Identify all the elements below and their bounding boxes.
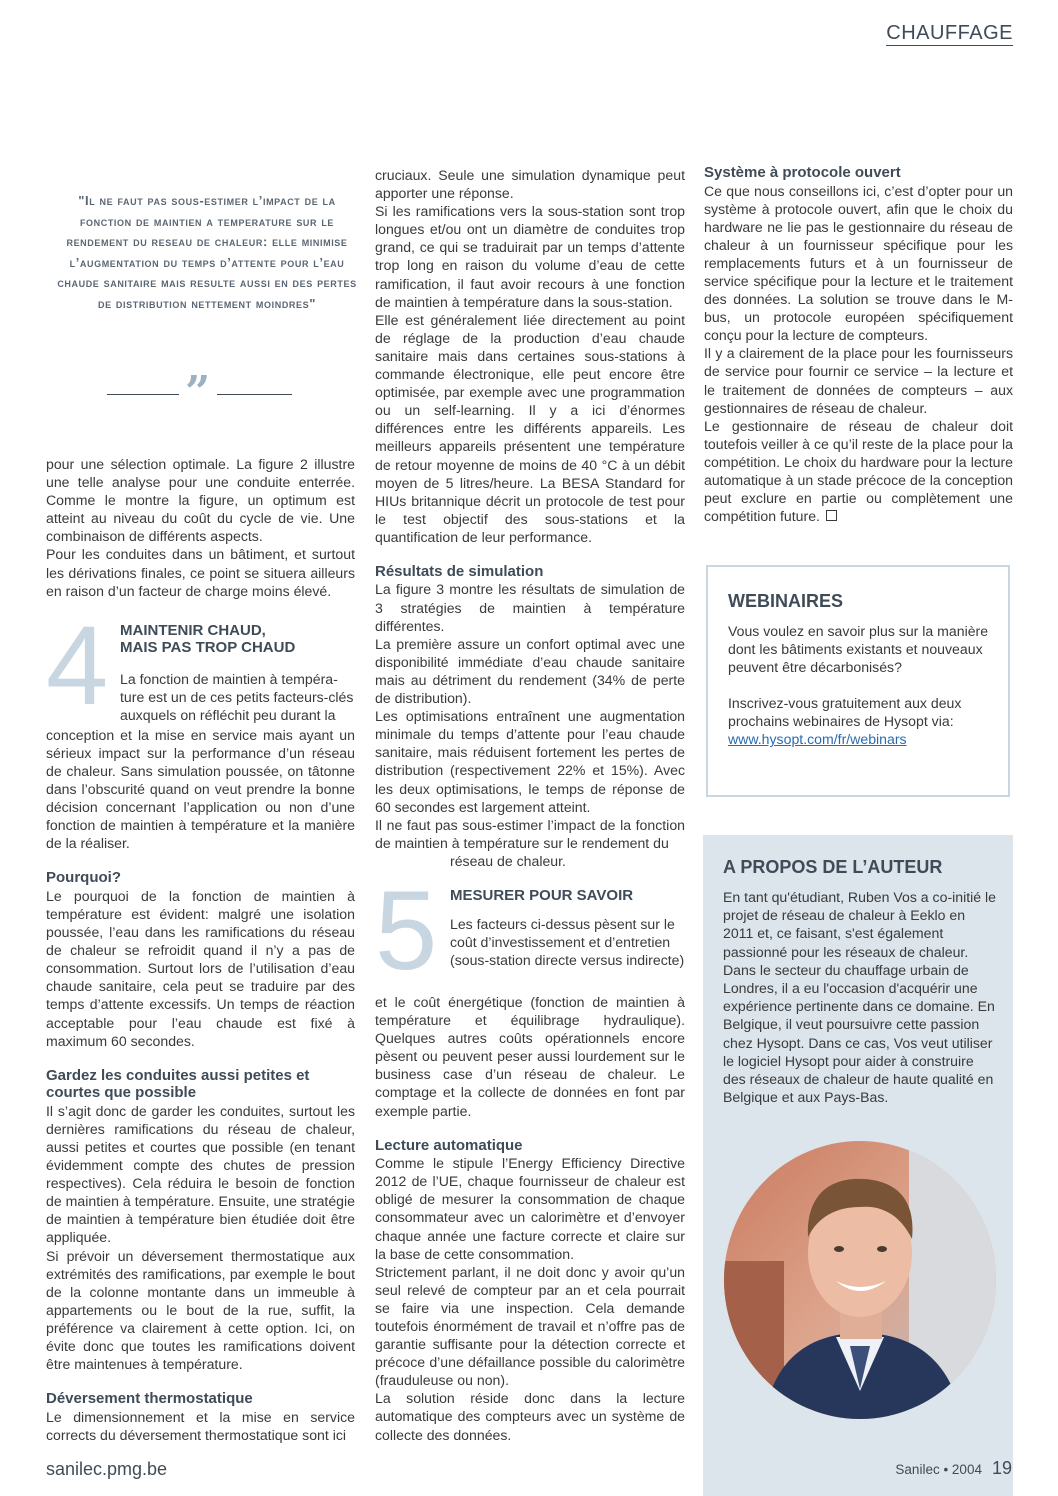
subheading: Pourquoi? <box>46 869 121 887</box>
subheading: Système à protocole ouvert <box>704 164 901 181</box>
paragraph: Le dimensionnement et la mise en service corrects du déversement thermostatique sont ici <box>46 1408 355 1443</box>
subheading: Gardez les conduites aussi petites et courtes que possible <box>46 1066 310 1102</box>
paragraph: Si prévoir un déversement thermostatique aux extrémités des ramifications, par exemple le bout de la colonne montante dans un immeuble à appartements ou le bout de la rue, suffit, la préférence va clairement à cette option. Ici, on évite donc que toutes les ramifications doivent être maintenues à température. <box>46 1247 355 1373</box>
subheading: Résultats de simulation <box>375 562 544 580</box>
column-1 <box>46 455 355 1444</box>
end-of-article-icon <box>826 510 837 521</box>
closing-quote-icon: ” <box>185 367 211 418</box>
subheading: Déversement thermostatique <box>46 1390 253 1408</box>
paragraph: La première assure un confort optimal avec une disponibilité immédiate d’eau chaude sanitaire mais au détriment du rendement (34% de perte de distribution). <box>375 635 685 707</box>
paragraph: Pour les conduites dans un bâtiment, et surtout les dérivations finales, ce point se situera ailleurs en raison d’un facteur de charge moins élevé. <box>46 546 355 599</box>
paragraph: pour une sélection optimale. La figure 2 illustre une telle analyse pour une conduite enterrée. Comme le montre la figure, un optimum est atteint au niveau du coût du cycle de vie. Une combinaison de différents aspects. <box>46 456 355 545</box>
paragraph: Le pourquoi de la fonction de maintien à température est évident: malgré une isolation poussée, l’eau dans les ramifications du réseau de chaleur se refroidit quand il n’y a pas de consommation. Surtout lors de l’utilisation d’eau chaude sanitaire, cela peut se traduire par des temps d’attente excessifs. Un temps de réaction acceptable pour l’eau chaude est fixé à maximum 60 secondes. <box>46 887 355 1049</box>
paragraph: Si les ramifications vers la sous-station sont trop longues et/ou ont un diamètre de conduites trop grand, ce qui se traduirait par un temps d’attente trop long en raison du volume d’eau de cette ramification, il faut avoir recours à une fonction de maintien à température dans la sous-station. <box>375 203 685 310</box>
footer-website: sanilec.pmg.be <box>46 1459 168 1479</box>
paragraph: Le gestionnaire de réseau de chaleur doit toutefois veiller à ce qu’il reste de la place pour la compétition. Le choix du hardware pour la lecture automatique à un stade précoce de la conception peut exclure en partie ou complètement une compétition future. <box>704 417 1013 525</box>
paragraph: Elle est généralement liée directement au point de réglage de la production d’eau chaude sanitaire mais dans certaines sous-stations à commande électronique, elle peut encore être optimisée, par exemple avec une programmation ou un self-learning. Il y a ici d’énormes différences entre les différents appareils. Les meilleurs appareils présentent une température de retour moyenne de moins de 40 °C à un débit moyen de 5 litres/heure. La BESA Standard for HIUs britannique décrit un protocole de test pour le test objectif des sous-stations et la quantification de leur performance. <box>375 311 685 545</box>
paragraph: La solution réside donc dans la lecture automatique des compteurs avec un système de collecte des données. <box>375 1390 685 1443</box>
paragraph: Comme le stipule l’Energy Efficiency Directive 2012 de l’UE, chaque fournisseur de chaleur est obligé de mesurer la consommation de chaque consommateur avec un calorimètre et d’envoyer chaque année une facture correcte et claire sur la base de cette consommation. <box>375 1155 685 1262</box>
author-bio: En tant qu'étudiant, Ruben Vos a co-initié le projet de réseau de chaleur à Eeklo en 2011 et, ce faisant, s'est également passionné pour les réseaux de chaleur. Dans le secteur du chauffage urbain de Londres, il a eu l'occasion d'acquérir une expérience pertinente dans ce domaine. En Belgique, il veut poursuivre cette passion chez Hysopt. Dans ce cas, Vos veut utiliser le logiciel Hysopt pour aider à construire des réseaux de chaleur de haute qualité en Belgique et aux Pays-Bas. <box>723 889 997 1106</box>
author-title: A PROPOS DE L’AUTEUR <box>723 857 943 877</box>
footer-issue: Sanilec • 2004 19 <box>895 1458 1012 1478</box>
paragraph: conception et la mise en service mais ayant un sérieux impact sur la performance d’un réseau de chaleur. Sans simulation poussée, on tâtonne dans l’obscurité quand on veut prendre la bonne décision concernant l’application ou non d’une fonction de maintien à température et la manière de la réaliser. <box>46 726 355 852</box>
webinar-link[interactable]: www.hysopt.com/fr/webinars <box>728 731 907 748</box>
webinar-text: Vous voulez en savoir plus sur la manière dont les bâtiments existants et nouveaux peuvent être décarbonisés? <box>728 623 989 676</box>
quote-ornament <box>107 367 292 418</box>
paragraph: Il ne faut pas sous-estimer l’impact de la fonction de maintien à température sur le rendement du <box>375 816 685 851</box>
section-number: 5 <box>375 867 438 993</box>
author-portrait <box>724 1141 996 1419</box>
section-heading: MESURER POUR SAVOIR <box>450 886 634 904</box>
section-heading: MAINTENIR CHAUD, MAIS PAS TROP CHAUD <box>120 621 296 657</box>
column-2 <box>375 166 685 1444</box>
section-4-intro: 4 MAINTENIR CHAUD, MAIS PAS TROP CHAUD La fonction de maintien à tempéra- ture est un de ces petits facteurs-clés auxquels on réfléchit peu durant la <box>46 602 354 728</box>
paragraph: Les optimisations entraînent une augmentation minimale du temps d’attente pour l’eau chaude sanitaire, mais réduisent fortement les pertes de distribution (respectivement 22% et 15%). Avec les deux optimisations, le temps de réponse de 60 secondes est largement atteint. <box>375 708 685 815</box>
page-number: 19 <box>991 1458 1012 1478</box>
subheading: Lecture automatique <box>375 1136 523 1154</box>
webinar-text: Inscrivez-vous gratuitement aux deux prochains webinaires de Hysopt via: <box>728 695 962 730</box>
paragraph-end: réseau de chaleur. <box>450 852 566 869</box>
pull-quote: "Il ne faut pas sous-estimer l’impact de la fonction de maintien a temperature sur le rendement du reseau de chaleur: elle minimise l’augmentation du temps d’attente pour l’eau chaude sanitaire mais resulte aussi en des pertes de distribution nettement moindres" <box>57 193 357 311</box>
paragraph: Ce que nous conseillons ici, c’est d’opter pour un système à protocole ouvert, afin que le choix du hardware ne lie pas le gestionnaire du réseau de chaleur à un fournisseur spécifique pour les remplacements futurs et à un fournisseur de service spécifique pour la lecture et le traitement des données. La solution se trouve dans le M-bus, un protocole européen spécifiquement conçu pour la lecture de compteurs. <box>704 182 1013 344</box>
paragraph: Il s’agit donc de garder les conduites, surtout les dernières ramifications du réseau de chaleur, aussi petites et courtes que possible (en tenant évidemment compte des chutes de pression respectives). Cela réduira le besoin de fonction de maintien à température. Ensuite, une stratégie de maintien à température bien étudiée doit être appliquée. <box>46 1102 355 1246</box>
section-5-intro: 5 MESURER POUR SAVOIR Les facteurs ci-dessus pèsent sur le coût d’investissement et d’entretien (sous-station directe versus indirecte) <box>375 867 685 993</box>
paragraph: La figure 3 montre les résultats de simulation de 3 stratégies de maintien à température différentes. <box>375 581 685 634</box>
webinar-title: WEBINAIRES <box>728 591 844 611</box>
paragraph: Il y a clairement de la place pour les fournisseurs de service pour fournir ce service – la lecture et le traitement de données de compteurs – aux gestionnaires de réseau de chaleur. <box>704 345 1013 416</box>
paragraph: cruciaux. Seule une simulation dynamique peut apporter une réponse. <box>375 167 685 202</box>
paragraph: Strictement parlant, il ne doit donc y avoir qu’un seul relevé de compteur par an et cela pourrait se faire via une inspection. Cela demande toutefois énormément de travail et n’offre pas de garantie suffisante pour la détection correcte et précoce d’une défaillance possible du calorimètre (frauduleuse ou non). <box>375 1263 685 1389</box>
column-3 <box>704 164 1013 525</box>
section-number: 4 <box>46 602 109 728</box>
section-label: CHAUFFAGE <box>886 22 1013 44</box>
webinar-box <box>706 565 1010 797</box>
author-box <box>703 835 1013 1496</box>
paragraph: et le coût énergétique (fonction de maintien à température et équilibrage hydraulique). Quelques autres coûts opérationnels encore pèsent ou peuvent peser aussi lourdement sur le business case d’un réseau de chaleur. Le comptage et la collecte de données en font par exemple partie. <box>375 993 685 1119</box>
